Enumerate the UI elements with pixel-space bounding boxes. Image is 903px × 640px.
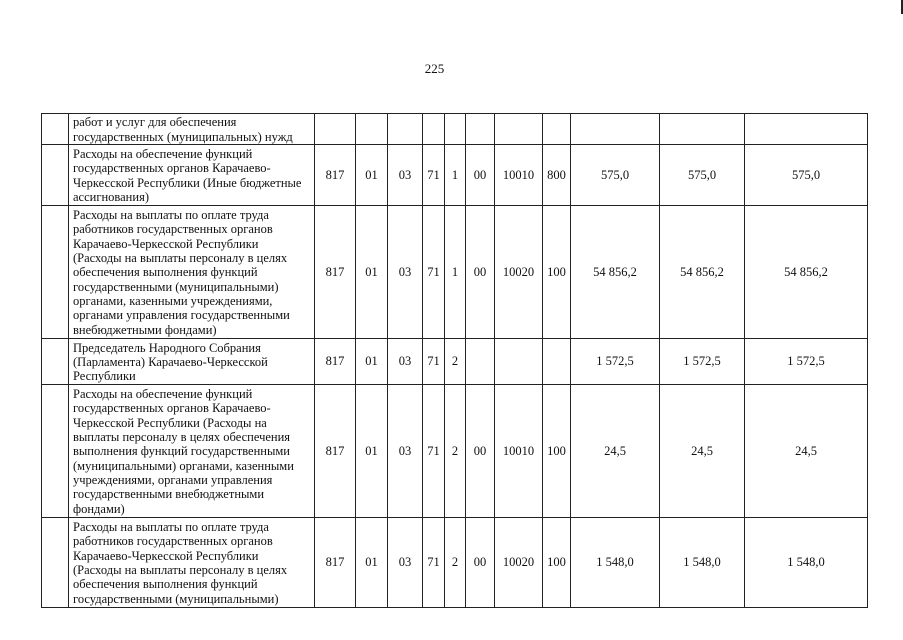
cell-rz: 01 [356,145,388,206]
cell-gr: 817 [315,339,356,385]
cell-code3: 00 [466,518,495,608]
cell-rz [356,114,388,145]
cell-code1: 71 [423,385,445,518]
cell-vr: 100 [543,385,571,518]
cell-pr: 03 [388,206,423,339]
cell-code3: 00 [466,145,495,206]
cell-code4: 10020 [495,518,543,608]
cell-rz: 01 [356,518,388,608]
row-name: Расходы на обеспечение функций государственных органов Карачаево-Черкесской Республики (Иные бюджетные ассигнования) [69,145,315,206]
cell-code3 [466,339,495,385]
empty-cell [42,339,69,385]
cell-code3 [466,114,495,145]
cell-code3: 00 [466,385,495,518]
cell-code2: 2 [445,339,466,385]
cell-sum-1: 1 548,0 [571,518,660,608]
cell-code2: 2 [445,518,466,608]
cell-sum-3 [745,114,868,145]
table-row [42,518,868,608]
row-name: Расходы на обеспечение функций государственных органов Карачаево-Черкесской Республики (Расходы на выплаты персоналу в целях обеспечения выполнения функций государственными (муниципальными) органами, казенными учреждениями, органами управления государственными внебюджетными фондами) [69,385,315,518]
cell-sum-3: 54 856,2 [745,206,868,339]
cell-code1: 71 [423,145,445,206]
cell-code2: 1 [445,145,466,206]
cell-code1 [423,114,445,145]
table-row [42,385,868,518]
empty-cell [42,145,69,206]
cell-code4: 10020 [495,206,543,339]
cell-rz: 01 [356,385,388,518]
cell-sum-3: 1 572,5 [745,339,868,385]
cell-vr: 100 [543,518,571,608]
cell-gr [315,114,356,145]
cell-sum-1: 575,0 [571,145,660,206]
cell-pr [388,114,423,145]
budget-table [41,113,868,608]
cell-code1: 71 [423,339,445,385]
cell-vr [543,114,571,145]
row-name: Расходы на выплаты по оплате труда работников государственных органов Карачаево-Черкесской Республики (Расходы на выплаты персоналу в целях обеспечения выполнения функций государственными (муниципальными) [69,518,315,608]
empty-cell [42,114,69,145]
cell-sum-2: 24,5 [660,385,745,518]
cell-sum-3: 1 548,0 [745,518,868,608]
cell-sum-3: 575,0 [745,145,868,206]
cell-sum-2 [660,114,745,145]
cell-sum-2: 575,0 [660,145,745,206]
table-row [42,145,868,206]
cell-rz: 01 [356,206,388,339]
page-number: 225 [424,61,445,76]
cell-sum-2: 1 572,5 [660,339,745,385]
cell-code2: 2 [445,385,466,518]
cell-pr: 03 [388,518,423,608]
table-row [42,206,868,339]
cell-vr: 800 [543,145,571,206]
row-name: Председатель Народного Собрания (Парламента) Карачаево-Черкесской Республики [69,339,315,385]
cell-sum-1 [571,114,660,145]
cell-sum-1: 24,5 [571,385,660,518]
cell-code3: 00 [466,206,495,339]
cell-gr: 817 [315,145,356,206]
cell-sum-2: 54 856,2 [660,206,745,339]
cell-pr: 03 [388,385,423,518]
cell-sum-3: 24,5 [745,385,868,518]
cell-pr: 03 [388,339,423,385]
cell-code4 [495,339,543,385]
cell-code2 [445,114,466,145]
cell-code4: 10010 [495,385,543,518]
row-name: Расходы на выплаты по оплате труда работников государственных органов Карачаево-Черкесской Республики (Расходы на выплаты персоналу в целях обеспечения выполнения функций государственными (муниципальными) органами, казенными учреждениями, органами управления государственными внебюджетными фондами) [69,206,315,339]
cell-sum-2: 1 548,0 [660,518,745,608]
cell-sum-1: 54 856,2 [571,206,660,339]
empty-cell [42,518,69,608]
empty-cell [42,206,69,339]
empty-cell [42,385,69,518]
cell-code1: 71 [423,206,445,339]
cell-gr: 817 [315,206,356,339]
cell-vr: 100 [543,206,571,339]
row-name: работ и услуг для обеспечения государственных (муниципальных) нужд [69,114,315,145]
cell-code4 [495,114,543,145]
cell-sum-1: 1 572,5 [571,339,660,385]
cell-vr [543,339,571,385]
cell-pr: 03 [388,145,423,206]
table-row [42,339,868,385]
cell-code4: 10010 [495,145,543,206]
table-row [42,114,868,145]
cell-gr: 817 [315,518,356,608]
cell-code1: 71 [423,518,445,608]
cell-code2: 1 [445,206,466,339]
cell-rz: 01 [356,339,388,385]
cell-gr: 817 [315,385,356,518]
